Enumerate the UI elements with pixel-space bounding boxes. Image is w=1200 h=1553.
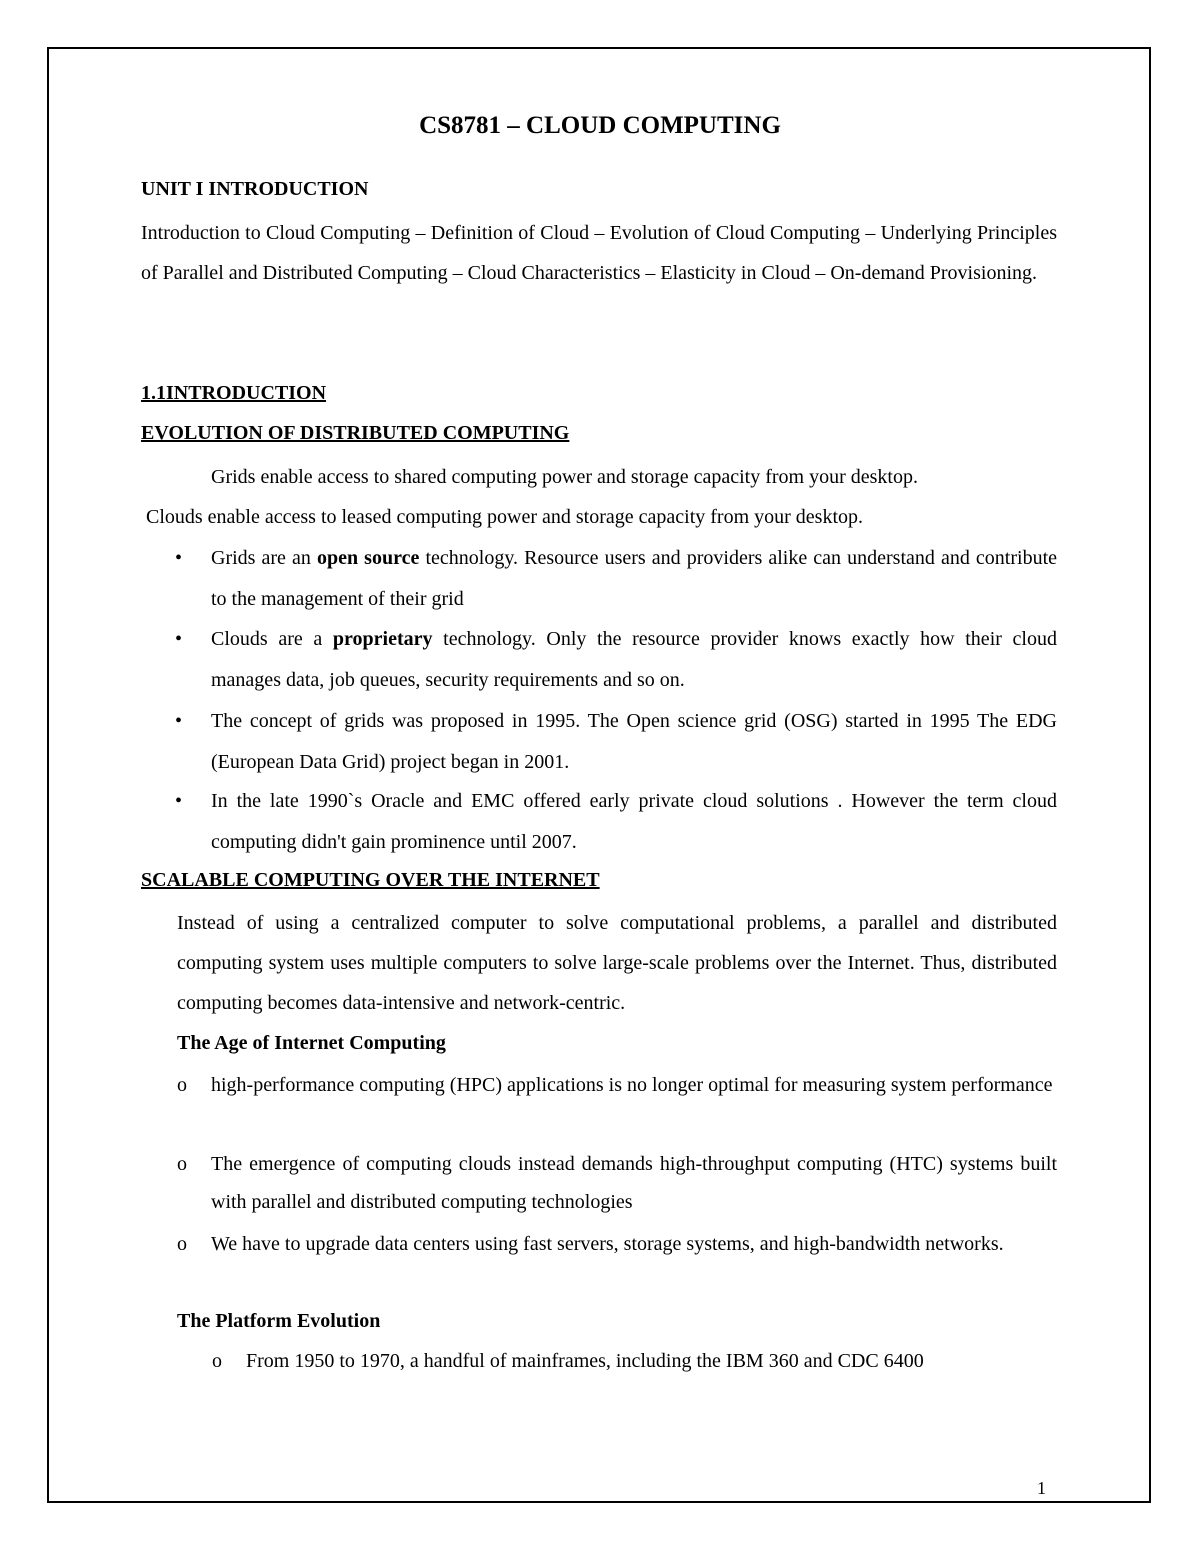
section-scalable-heading: SCALABLE COMPUTING OVER THE INTERNET bbox=[141, 869, 600, 891]
bullet-icon: • bbox=[175, 710, 183, 732]
platform-evolution-heading: The Platform Evolution bbox=[177, 1310, 381, 1332]
list-item-text: Clouds are a bbox=[211, 628, 333, 650]
list-item-text: Grids are an bbox=[211, 547, 317, 569]
bullet-icon: • bbox=[175, 790, 183, 812]
list-item-text: high-performance computing (HPC) applications is no longer optimal for measuring system performance bbox=[211, 1074, 1053, 1096]
section-introduction-heading: 1.1INTRODUCTION bbox=[141, 382, 327, 404]
grids-line: Grids enable access to shared computing power and storage capacity from your desktop. bbox=[211, 466, 918, 488]
list-item-text: technology. Resource users and providers alike can understand and contribute to the management of their grid bbox=[211, 547, 1058, 610]
bullet-icon: • bbox=[175, 628, 183, 650]
circle-bullet-icon: o bbox=[177, 1074, 187, 1096]
list-item-bold-text: proprietary bbox=[332, 628, 433, 650]
circle-bullet-icon: o bbox=[177, 1233, 187, 1255]
list-item bbox=[141, 538, 1057, 619]
section-evolution-heading: EVOLUTION OF DISTRIBUTED COMPUTING bbox=[141, 422, 570, 444]
list-item-text: We have to upgrade data centers using fast servers, storage systems, and high-bandwidth networks. bbox=[211, 1233, 1004, 1255]
list-item bbox=[212, 1342, 924, 1380]
list-item-text: technology. Only the resource provider knows exactly how their cloud manages data, job queues, security requirements and so on. bbox=[211, 628, 1057, 691]
list-item-bold-text: open source bbox=[316, 547, 420, 569]
list-item bbox=[177, 1225, 1057, 1263]
unit-heading: UNIT I INTRODUCTION bbox=[141, 178, 369, 200]
list-item bbox=[177, 1066, 1057, 1104]
page-number: 1 bbox=[1037, 1478, 1046, 1498]
clouds-line: Clouds enable access to leased computing power and storage capacity from your desktop. bbox=[146, 506, 864, 528]
scalable-paragraph: Instead of using a centralized computer to solve computational problems, a parallel and distributed computing system uses multiple computers to solve large-scale problems over the Internet. Thus, distributed computing becomes data-intensive and network-centric. bbox=[177, 912, 1057, 1014]
document-title: CS8781 – CLOUD COMPUTING bbox=[419, 112, 781, 139]
list-item-text: In the late 1990`s Oracle and EMC offered early private cloud solutions . However the term cloud computing didn't gain prominence until 2007. bbox=[211, 790, 1057, 853]
bullet-icon: • bbox=[175, 547, 183, 569]
age-of-internet-heading: The Age of Internet Computing bbox=[177, 1032, 446, 1054]
list-item bbox=[141, 781, 1057, 862]
list-item bbox=[141, 701, 1057, 782]
list-item bbox=[177, 1145, 1057, 1221]
unit-description: Introduction to Cloud Computing – Definition of Cloud – Evolution of Cloud Computing – Underlying Principles of Parallel and Distributed Computing – Cloud Characteristics – Elasticity in Cloud – On-demand Provisioning. bbox=[141, 222, 1057, 284]
list-item bbox=[141, 619, 1057, 700]
list-item-text: The concept of grids was proposed in 1995. The Open science grid (OSG) started in 1995 The EDG (European Data Grid) project began in 2001. bbox=[211, 710, 1057, 773]
list-item-text: From 1950 to 1970, a handful of mainframes, including the IBM 360 and CDC 6400 bbox=[246, 1350, 924, 1372]
circle-bullet-icon: o bbox=[177, 1153, 187, 1175]
circle-bullet-icon: o bbox=[212, 1350, 222, 1372]
list-item-text: The emergence of computing clouds instead demands high-throughput computing (HTC) systems built with parallel and distributed computing technologies bbox=[211, 1153, 1057, 1213]
